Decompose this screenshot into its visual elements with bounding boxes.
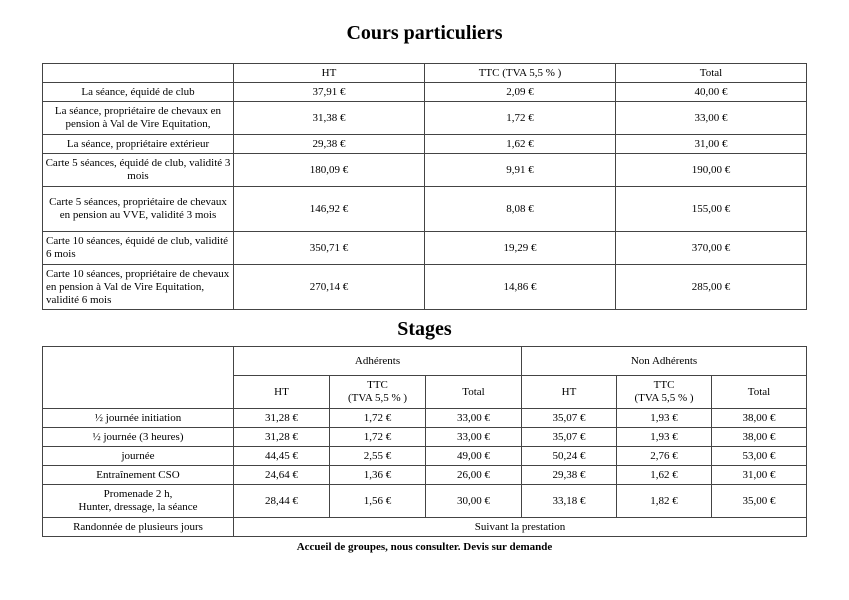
cell-value: 31,28 €	[234, 428, 330, 447]
header-adherents: Adhérents	[234, 347, 522, 376]
cell-value: 1,93 €	[617, 409, 712, 428]
cell-total: 31,00 €	[616, 135, 807, 154]
cell-ttc: 2,09 €	[425, 83, 616, 102]
cell-value: 35,07 €	[522, 428, 617, 447]
title-stages: Stages	[397, 318, 452, 340]
header-empty	[43, 347, 234, 409]
cell-ttc: 8,08 €	[425, 187, 616, 232]
cell-value: 33,18 €	[522, 485, 617, 518]
row-label: La séance, propriétaire extérieur	[43, 135, 234, 154]
table-row	[43, 409, 807, 428]
cell-ttc: 19,29 €	[425, 232, 616, 265]
row-label: La séance, équidé de club	[43, 83, 234, 102]
cell-value: 29,38 €	[522, 466, 617, 485]
cell-ht: 270,14 €	[234, 265, 425, 310]
cell-value: 1,72 €	[330, 428, 426, 447]
cell-value: 38,00 €	[712, 409, 807, 428]
row-label: Carte 5 séances, propriétaire de chevaux en pension au VVE, validité 3 mois	[43, 187, 234, 232]
cell-ttc: 14,86 €	[425, 265, 616, 310]
row-label: journée	[43, 447, 234, 466]
row-label: Carte 10 séances, équidé de club, validité 6 mois	[43, 232, 234, 265]
row-label: La séance, propriétaire de chevaux en pension à Val de Vire Equitation,	[43, 102, 234, 135]
cell-ht: 146,92 €	[234, 187, 425, 232]
cell-ht: 350,71 €	[234, 232, 425, 265]
cell-value: 2,76 €	[617, 447, 712, 466]
cell-value: 1,82 €	[617, 485, 712, 518]
cell-ht: 180,09 €	[234, 154, 425, 187]
table-row	[43, 135, 807, 154]
cell-value: 49,00 €	[426, 447, 522, 466]
cell-value: 33,00 €	[426, 409, 522, 428]
table-row	[43, 232, 807, 265]
cell-ttc: 1,72 €	[425, 102, 616, 135]
cell-ht: 29,38 €	[234, 135, 425, 154]
cell-value: 2,55 €	[330, 447, 426, 466]
table-row	[43, 154, 807, 187]
group-header-row	[43, 347, 807, 376]
cell-ht: 37,91 €	[234, 83, 425, 102]
cell-value: 28,44 €	[234, 485, 330, 518]
header-ht: HT	[234, 64, 425, 83]
sub-header: Total	[426, 376, 522, 409]
cell-total: 33,00 €	[616, 102, 807, 135]
sub-header: HT	[522, 376, 617, 409]
cell-value: 31,28 €	[234, 409, 330, 428]
table-row	[43, 102, 807, 135]
cell-value: 30,00 €	[426, 485, 522, 518]
cell-ttc: 9,91 €	[425, 154, 616, 187]
sub-header: TTC (TVA 5,5 % )	[617, 376, 712, 409]
cell-value: 38,00 €	[712, 428, 807, 447]
table-cours-particuliers	[42, 63, 807, 310]
header-empty	[43, 64, 234, 83]
cell-value: 50,24 €	[522, 447, 617, 466]
cell-value: 31,00 €	[712, 466, 807, 485]
table-row	[43, 187, 807, 232]
cell-value: 1,36 €	[330, 466, 426, 485]
cell-value: 53,00 €	[712, 447, 807, 466]
cell-value-span: Suivant la prestation	[234, 518, 807, 537]
cell-total: 285,00 €	[616, 265, 807, 310]
cell-value: 1,93 €	[617, 428, 712, 447]
row-label: ½ journée initiation	[43, 409, 234, 428]
cell-total: 190,00 €	[616, 154, 807, 187]
header-total: Total	[616, 64, 807, 83]
table-row	[43, 428, 807, 447]
table-row	[43, 518, 807, 537]
cell-value: 1,56 €	[330, 485, 426, 518]
cell-total: 155,00 €	[616, 187, 807, 232]
cell-value: 33,00 €	[426, 428, 522, 447]
cell-value: 26,00 €	[426, 466, 522, 485]
footer-note: Accueil de groupes, nous consulter. Devis sur demande	[296, 541, 553, 553]
table-row	[43, 485, 807, 518]
table-stages	[42, 346, 807, 537]
cell-value: 1,62 €	[617, 466, 712, 485]
cell-value: 24,64 €	[234, 466, 330, 485]
row-label: Carte 5 séances, équidé de club, validité 3 mois	[43, 154, 234, 187]
cell-value: 44,45 €	[234, 447, 330, 466]
table-header-row	[43, 64, 807, 83]
row-label: Carte 10 séances, propriétaire de chevaux en pension à Val de Vire Equitation, validité 6 mois	[43, 265, 234, 310]
cell-value: 35,07 €	[522, 409, 617, 428]
sub-header: TTC (TVA 5,5 % )	[330, 376, 426, 409]
row-label: Randonnée de plusieurs jours	[43, 518, 234, 537]
table-row	[43, 447, 807, 466]
header-ttc: TTC (TVA 5,5 % )	[425, 64, 616, 83]
cell-value: 35,00 €	[712, 485, 807, 518]
row-label: ½ journée (3 heures)	[43, 428, 234, 447]
sub-header: Total	[712, 376, 807, 409]
row-label: Entraînement CSO	[43, 466, 234, 485]
table-row	[43, 466, 807, 485]
title-cours-particuliers: Cours particuliers	[346, 22, 503, 44]
table-row	[43, 83, 807, 102]
cell-value: 1,72 €	[330, 409, 426, 428]
sub-header: HT	[234, 376, 330, 409]
header-non-adherents: Non Adhérents	[522, 347, 807, 376]
cell-total: 370,00 €	[616, 232, 807, 265]
row-label: Promenade 2 h, Hunter, dressage, la séance	[43, 485, 234, 518]
cell-ht: 31,38 €	[234, 102, 425, 135]
cell-total: 40,00 €	[616, 83, 807, 102]
cell-ttc: 1,62 €	[425, 135, 616, 154]
table-row	[43, 265, 807, 310]
